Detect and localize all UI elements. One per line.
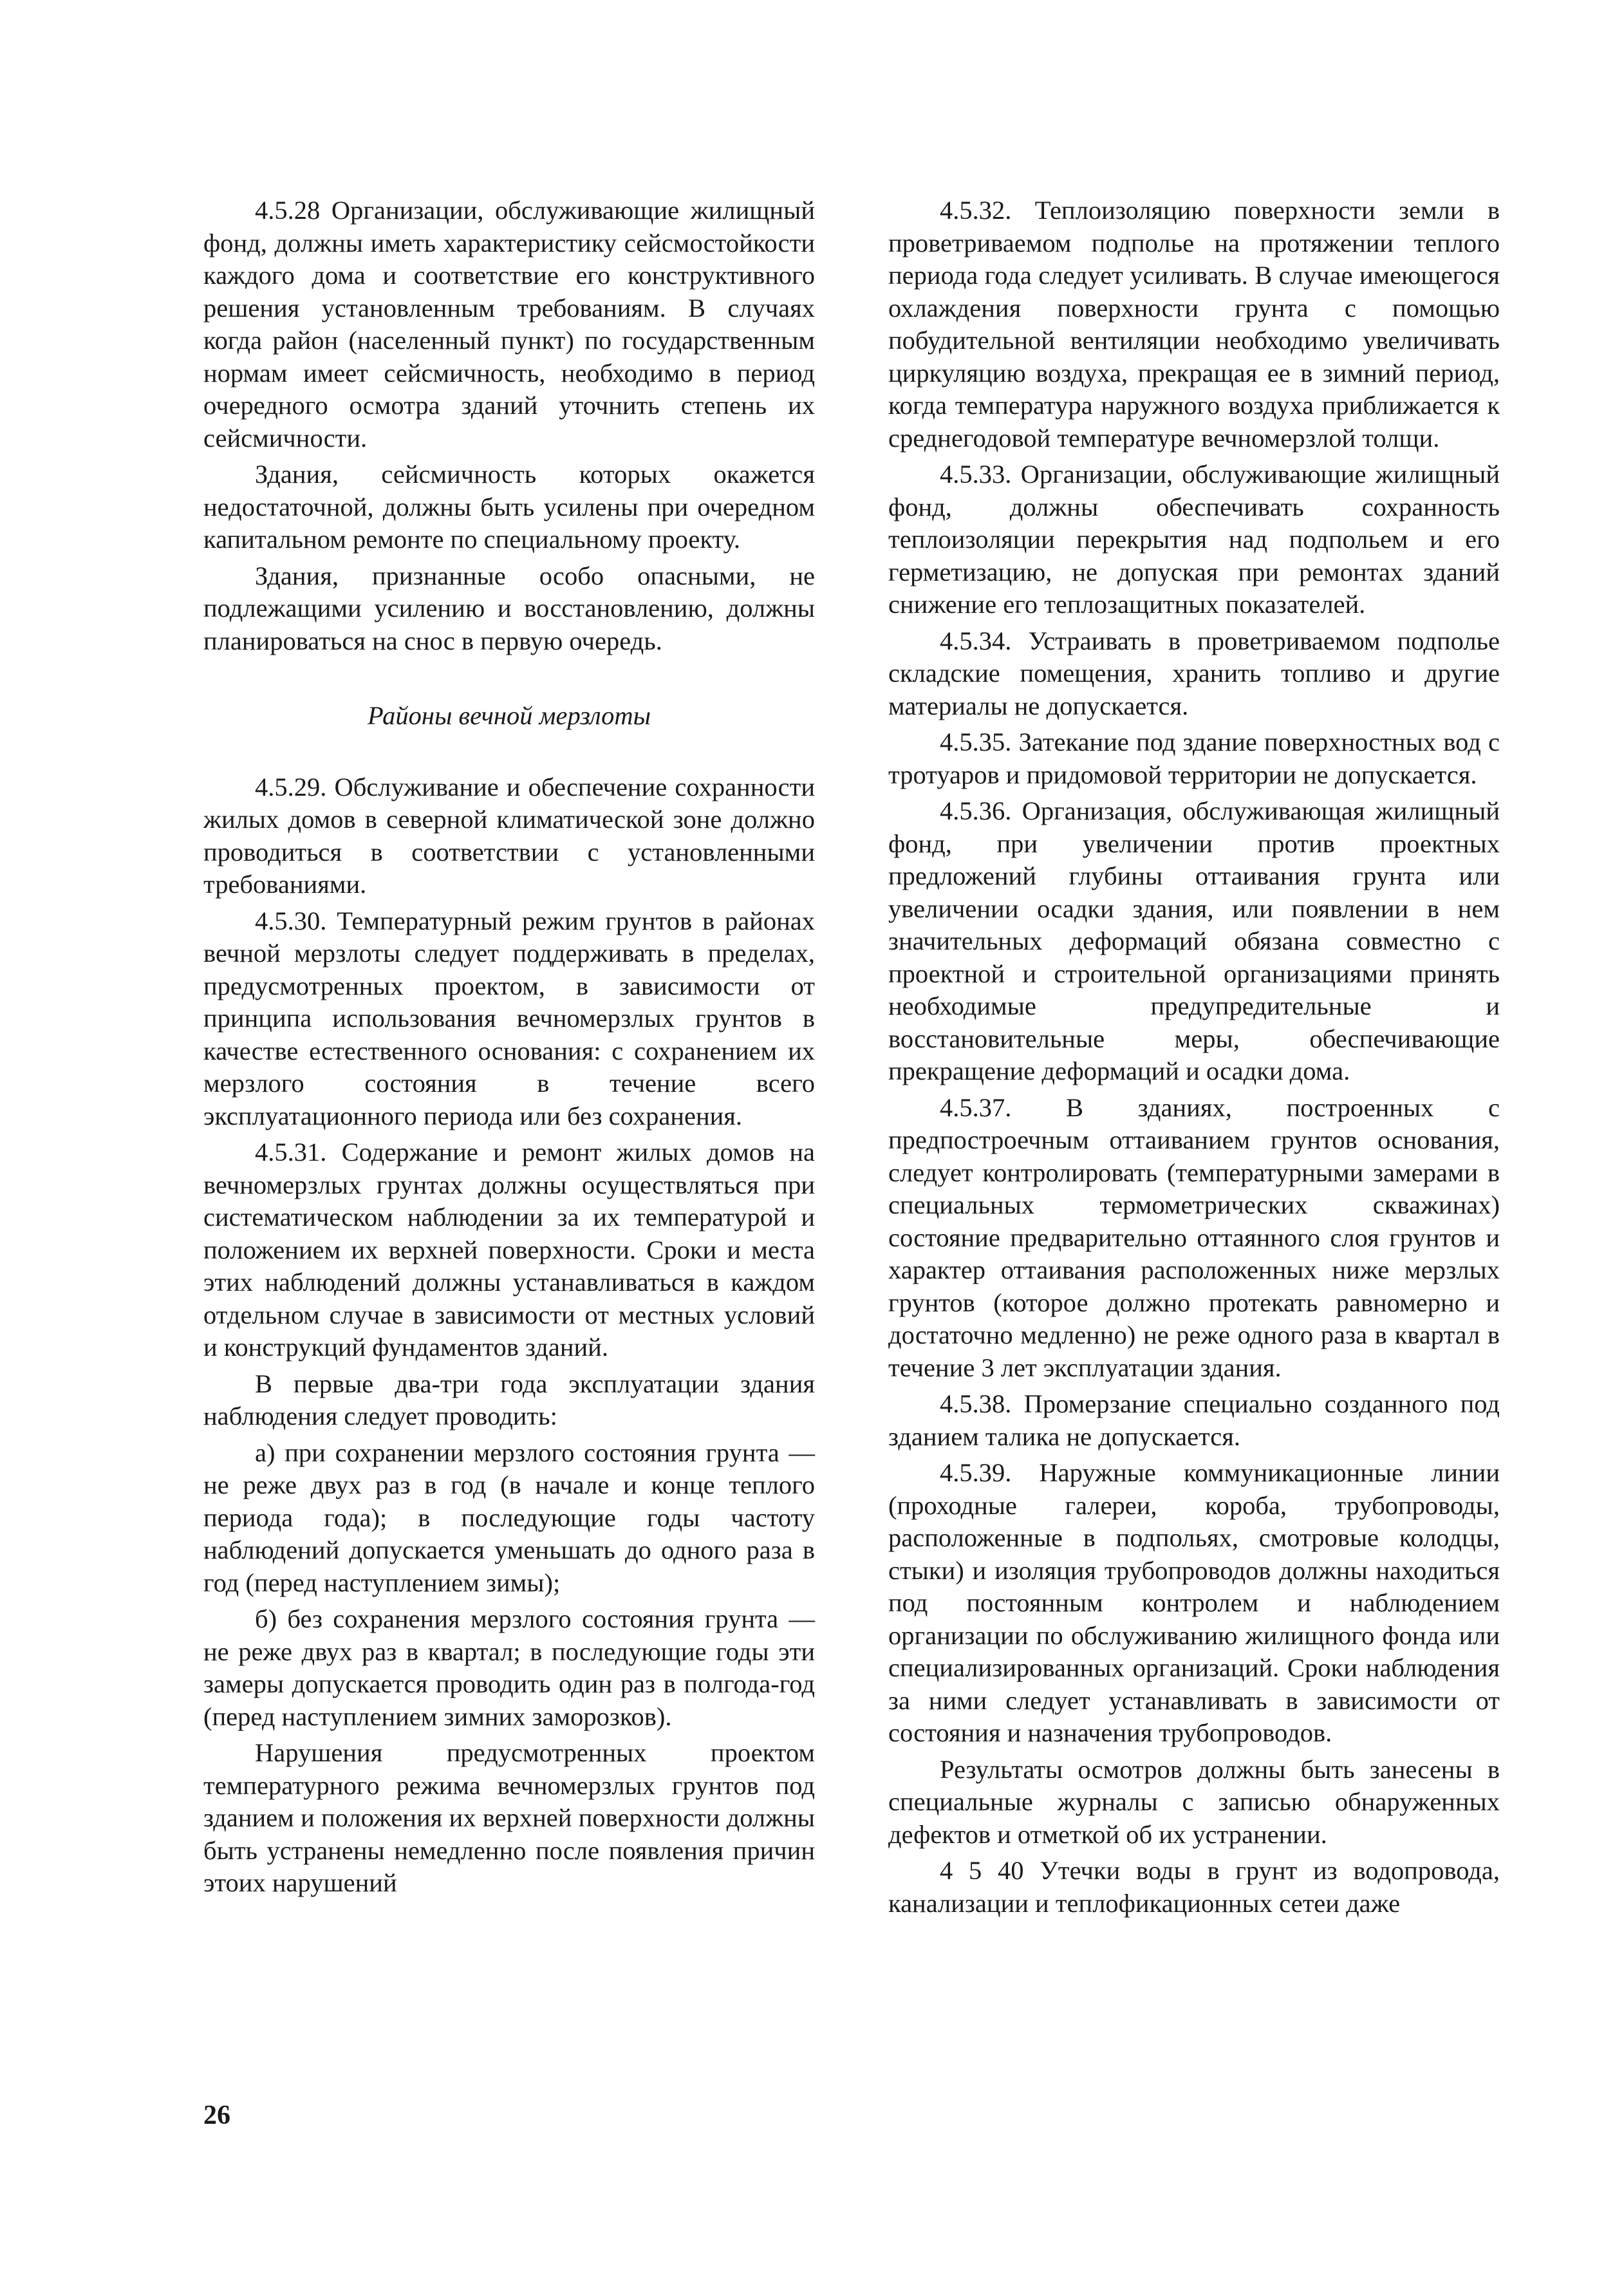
paragraph-4-5-32: 4.5.32. Теплоизоляцию поверхности земли в проветриваемом подполье на протяжении теплого периода года следует усиливать. В случае имеющегося охлаждения поверхности грунта с помощью побудительной вентиляции необходимо увеличивать циркуляцию воздуха, прекращая ее в зимний период, когда температура наружного воздуха приближается к среднегодовой температуре вечномерзлой толщи. [888, 196, 1500, 453]
paragraph-4-5-38: 4.5.38. Промерзание специально созданного под зданием талика не допускается. [888, 1389, 1500, 1451]
paragraph-4-5-31: 4.5.31. Содержание и ремонт жилых домов на вечномерзлых грунтах должны осуществляться при систематическом наблюдении за их температурой и положением их верхней поверхности. Сроки и места этих наблюдений должны устанавливаться в каждом отдельном случае в зависимости от местных условий и конструкций фундаментов зданий. [203, 1138, 815, 1362]
paragraph-4-5-33: 4.5.33. Организации, обслуживающие жилищный фонд, должны обеспечивать сохранность теплоизоляции перекрытия над подпольем и его герметизацию, не допуская при ремонтах зданий снижение его теплозащитных показателей. [888, 460, 1500, 619]
paragraph-item-b: б) без сохранения мерзлого состояния грунта — не реже двух раз в квартал; в последующие годы эти замеры допускается проводить один раз в полгода-год (перед наступлением зимних заморозков). [203, 1604, 815, 1731]
paragraph-4-5-34: 4.5.34. Устраивать в проветриваемом подполье складские помещения, хранить топливо и другие материалы не допускается. [888, 626, 1500, 720]
left-column [203, 194, 815, 1904]
page-number: 26 [203, 2101, 230, 2130]
paragraph-4-5-36: 4.5.36. Организация, обслуживающая жилищный фонд, при увеличении против проектных предложений глубины оттаивания грунта или увеличении осадки здания, или появлении в нем значительных деформаций обязана совместно с проектной и строительной организациями принять необходимые предупредительные и восстановительные меры, обеспечивающие прекращение деформаций и осадки дома. [888, 796, 1500, 1085]
paragraph-inspection-results: Результаты осмотров должны быть занесены в специальные журналы с записью обнаруженных дефектов и отметкой об их устранении. [888, 1754, 1500, 1849]
paragraph-item-a: а) при сохранении мерзлого состояния грунта — не реже двух раз в год (в начале и конце теплого периода года); в последующие годы частоту наблюдений допускается уменьшать до одного раза в год (перед наступлением зимы); [203, 1438, 815, 1597]
paragraph-4-5-39: 4.5.39. Наружные коммуникационные линии (проходные галереи, короба, трубопроводы, расположенные в подпольях, смотровые колодцы, стыки) и изоляция трубопроводов должны находиться под постоянным контролем и наблюдением организации по обслуживанию жилищного фонда или специализированных организаций. Сроки наблюдения за ними следует устанавливать в зависимости от состояния и назначения трубопроводов. [888, 1458, 1500, 1747]
paragraph-4-5-28: 4.5.28 Организации, обслуживающие жилищный фонд, должны иметь характеристику сейсмостойкости каждого дома и соответствие его конструктивного решения установленным требованиям. В случаях когда район (населенный пункт) по государственным нормам имеет сейсмичность, необходимо в период очередного осмотра зданий уточнить степень их сейсмичности. [203, 196, 815, 453]
paragraph-violations: Нарушения предусмотренных проектом температурного режима вечномерзлых грунтов под зданием и положения их верхней поверхности должны быть устранены немедленно после появления причин этоих нарушений [203, 1738, 815, 1897]
paragraph-4-5-29: 4.5.29. Обслуживание и обеспечение сохранности жилых домов в северной климатической зоне должно проводиться в соответствии с установленными требованиями. [203, 772, 815, 899]
paragraph-seismic-insufficient: Здания, сейсмичность которых окажется недостаточной, должны быть усилены при очередном капитальном ремонте по специальному проекту. [203, 460, 815, 554]
paragraph-4-5-37: 4.5.37. В зданиях, построенных с предпостроечным оттаиванием грунтов основания, следует контролировать (температурными замерами в специальных термометрических скважинах) состояние предварительно оттаянного слоя грунтов и характер оттаивания расположенных ниже мерзлых грунтов (которое должно протекать равномерно и достаточно медленно) не реже одного раза в квартал в течение 3 лет эксплуатации здания. [888, 1092, 1500, 1382]
paragraph-first-years: В первые два-три года эксплуатации здания наблюдения следует проводить: [203, 1369, 815, 1430]
section-heading-permafrost: Районы вечной мерзлоты [367, 701, 651, 730]
right-column [888, 194, 1500, 1924]
paragraph-seismic-dangerous: Здания, признанные особо опасными, не подлежащими усилению и восстановлению, должны планироваться на снос в первую очередь. [203, 561, 815, 655]
paragraph-4-5-30: 4.5.30. Температурный режим грунтов в районах вечной мерзлоты следует поддерживать в пределах, предусмотренных проектом, в зависимости от принципа использования вечномерзлых грунтов в качестве естественного основания: с сохранением их мерзлого состояния в течение всего эксплуатационного периода или без сохранения. [203, 906, 815, 1130]
paragraph-4-5-40: 4 5 40 Утечки воды в грунт из водопровода, канализации и теплофикационных сетеи даже [888, 1856, 1500, 1918]
paragraph-4-5-35: 4.5.35. Затекание под здание поверхностных вод с тротуаров и придомовой территории не допускается. [888, 727, 1500, 789]
